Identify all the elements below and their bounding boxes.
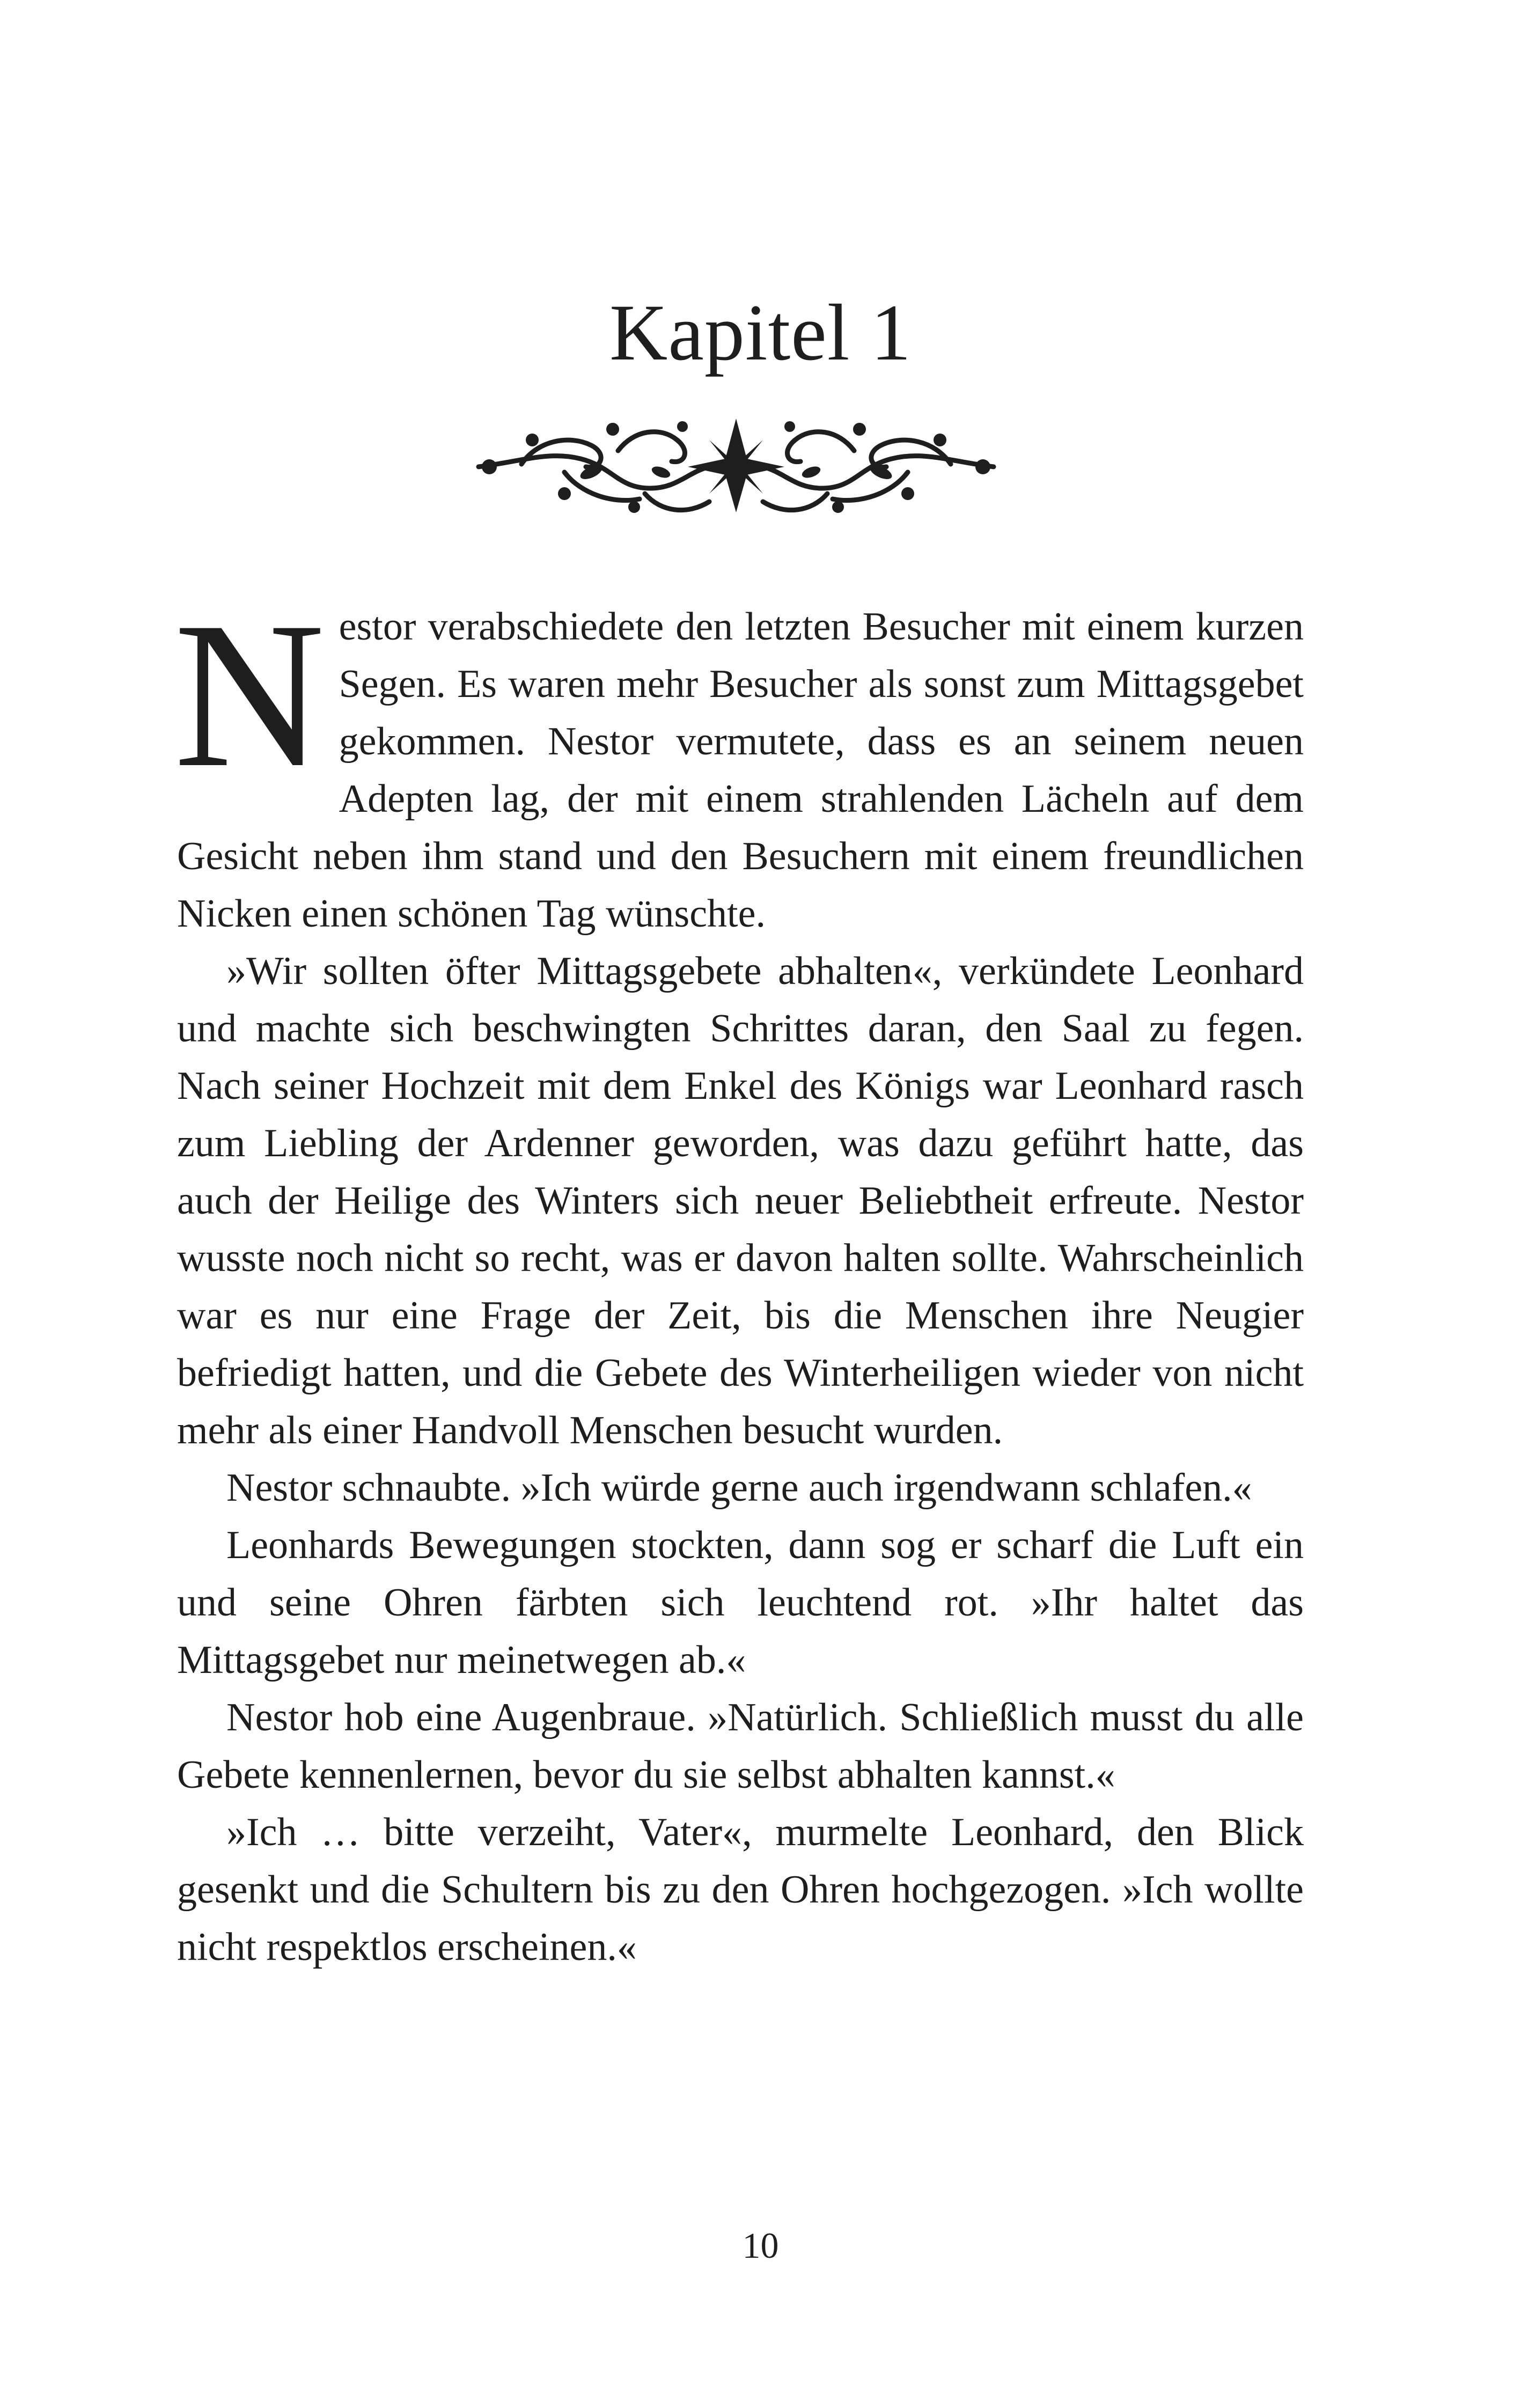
page-number: 10 bbox=[742, 2225, 779, 2266]
chapter-title: Kapitel 1 bbox=[609, 288, 912, 377]
paragraph-text: estor verabschiedete den letzten Besucher mit einem kurzen Segen. Es waren mehr Besucher als sonst zum Mittagsgebet gekommen. Nestor vermutete, dass es an seinem neuen Adepten lag, der mit einem strahlenden Lächeln auf dem Gesicht neben ihm stand und den Besuchern mit einem freundlichen Nicken einen schönen Tag wünschte. bbox=[177, 605, 1304, 936]
drop-cap: N bbox=[174, 579, 325, 811]
paragraph bbox=[174, 579, 1304, 943]
paragraph: »Ich … bitte verzeiht, Vater«, murmelte Leonhard, den Blick gesenkt und die Schultern bis zu den Ohren hochgezogen. »Ich wollte nicht respektlos erscheinen.« bbox=[177, 1810, 1304, 1969]
paragraph: Leonhards Bewegungen stockten, dann sog er scharf die Luft ein und seine Ohren färbten sich leuchtend rot. »Ihr haltet das Mittagsgebet nur meinetwegen ab.« bbox=[177, 1523, 1304, 1682]
paragraph: Nestor schnaubte. »Ich würde gerne auch irgendwann schlafen.« bbox=[226, 1466, 1252, 1510]
paragraph: »Wir sollten öfter Mittagsgebete abhalten«, verkündete Leonhard und machte sich beschwingten Schrittes daran, den Saal zu fegen. Nach seiner Hochzeit mit dem Enkel des Königs war Leonhard rasch zum Liebling der Ardenner geworden, was dazu geführt hatte, das auch der Heilige des Winters sich neuer Beliebtheit erfreute. Nestor wusste noch nicht so recht, was er davon halten sollte. Wahrscheinlich war es nur eine Frage der Zeit, bis die Menschen ihre Neugier befriedigt hatten, und die Gebete des Winterheiligen wieder von nicht mehr als einer Handvoll Menschen besucht wurden. bbox=[177, 949, 1304, 1452]
paragraph: Nestor hob eine Augenbraue. »Natürlich. Schließlich musst du alle Gebete kennenlernen, bevor du sie selbst abhalten kannst.« bbox=[177, 1695, 1304, 1797]
chapter-body bbox=[174, 579, 1304, 1976]
floral-ornament-icon bbox=[457, 408, 1015, 526]
